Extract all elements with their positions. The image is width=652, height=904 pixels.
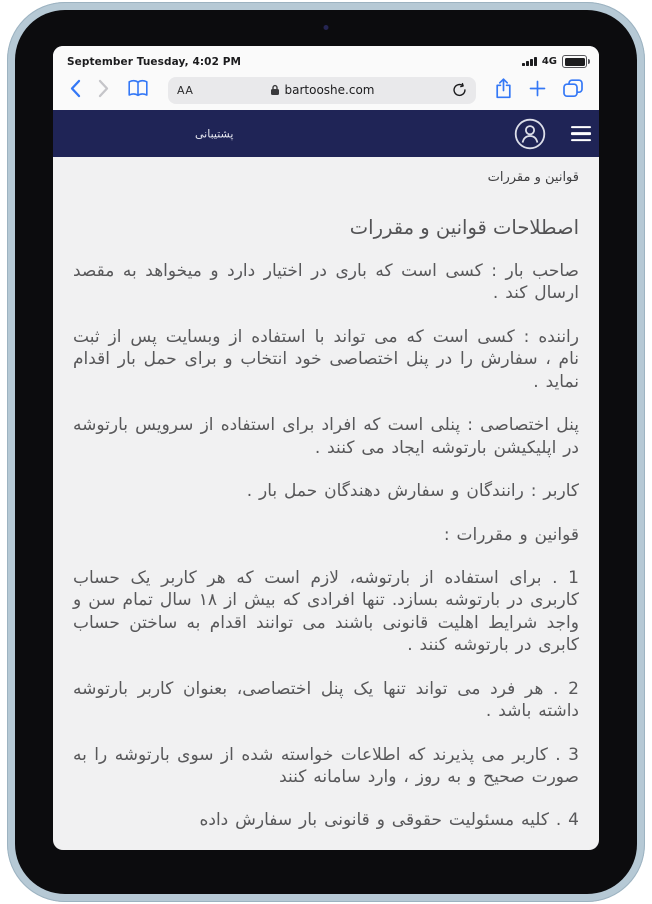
share-icon [495,78,512,102]
rule-item: 1 . برای استفاده از بارتوشه، لازم است که هر کاربر یک حساب کاربری در بارتوشه بسازد. تنها افرادی که بیش از ۱۸ سال تمام سن و واجد شرایط اهلیت قانونی باشند می توانند اقدام به ساختن حساب کابری در بارتوشه کنند . [73,567,579,656]
bookmarks-button[interactable] [125,79,151,101]
url-domain: bartooshe.com [284,83,375,97]
status-bar [53,46,599,70]
profile-icon [513,117,547,151]
site-navbar [53,110,599,157]
page-title: اصطلاحات قوانین و مقررات [349,216,579,239]
section-label: قوانین و مقررات : [443,524,579,545]
term-definition: صاحب بار : کسی است که باری در اختیار دارد و میخواهد به مقصد ارسال کند . [73,261,579,304]
tabs-button[interactable] [561,79,585,101]
book-icon [127,79,149,101]
rule-item: 4 . کلیه مسئولیت حقوقی و قانونی بار سفارش داده [199,810,579,831]
back-button[interactable] [67,79,83,101]
breadcrumb: قوانین و مقررات [487,170,579,185]
front-camera [324,25,329,30]
status-datetime: September Tuesday, 4:02 PM [67,56,242,68]
forward-button[interactable] [96,79,112,101]
tabs-icon [563,79,583,101]
network-type-label: 4G [541,56,557,67]
page-content[interactable] [53,157,599,850]
term-definition: کاربر : رانندگان و سفارش دهندگان حمل بار . [246,481,579,502]
share-button[interactable] [493,78,514,102]
reader-mode-button[interactable]: AA [177,83,194,97]
url-field[interactable] [168,77,476,104]
back-chevron-icon [69,79,81,101]
terms-article [53,216,599,832]
hamburger-menu-button[interactable] [571,126,591,142]
screen [53,46,599,850]
lock-icon [270,81,280,100]
tablet-device [7,2,645,902]
term-definition: راننده : کسی است که می تواند با استفاده از وبسایت پس از ثبت نام ، سفارش را در پنل اختصاصی خود انتخاب و برای حمل بار اقدام نماید . [73,326,579,392]
browser-toolbar [53,70,599,110]
term-definition: پنل اختصاصی : پنلی است که افراد برای استفاده از سرویس بارتوشه در اپلیکیشن بارتوشه ایجاد می کنند . [73,415,579,458]
plus-icon [529,80,546,100]
profile-button[interactable] [513,117,547,151]
nav-item-support[interactable]: پشتیبانی [195,127,234,140]
battery-icon [562,55,587,68]
reload-button[interactable] [452,82,467,98]
tablet-bezel [15,10,637,894]
rule-item: 3 . کاربر می پذیرند که اطلاعات خواسته شده از سوی بارتوشه را به صورت صحیح و به روز ، وارد سامانه کنند [73,744,579,787]
signal-bars-icon [522,57,537,67]
new-tab-button[interactable] [527,80,548,100]
forward-chevron-icon [98,79,110,101]
rule-item: 2 . هر فرد می تواند تنها یک پنل اختصاصی، بعنوان کاربر بارتوشه داشته باشد . [73,678,579,722]
